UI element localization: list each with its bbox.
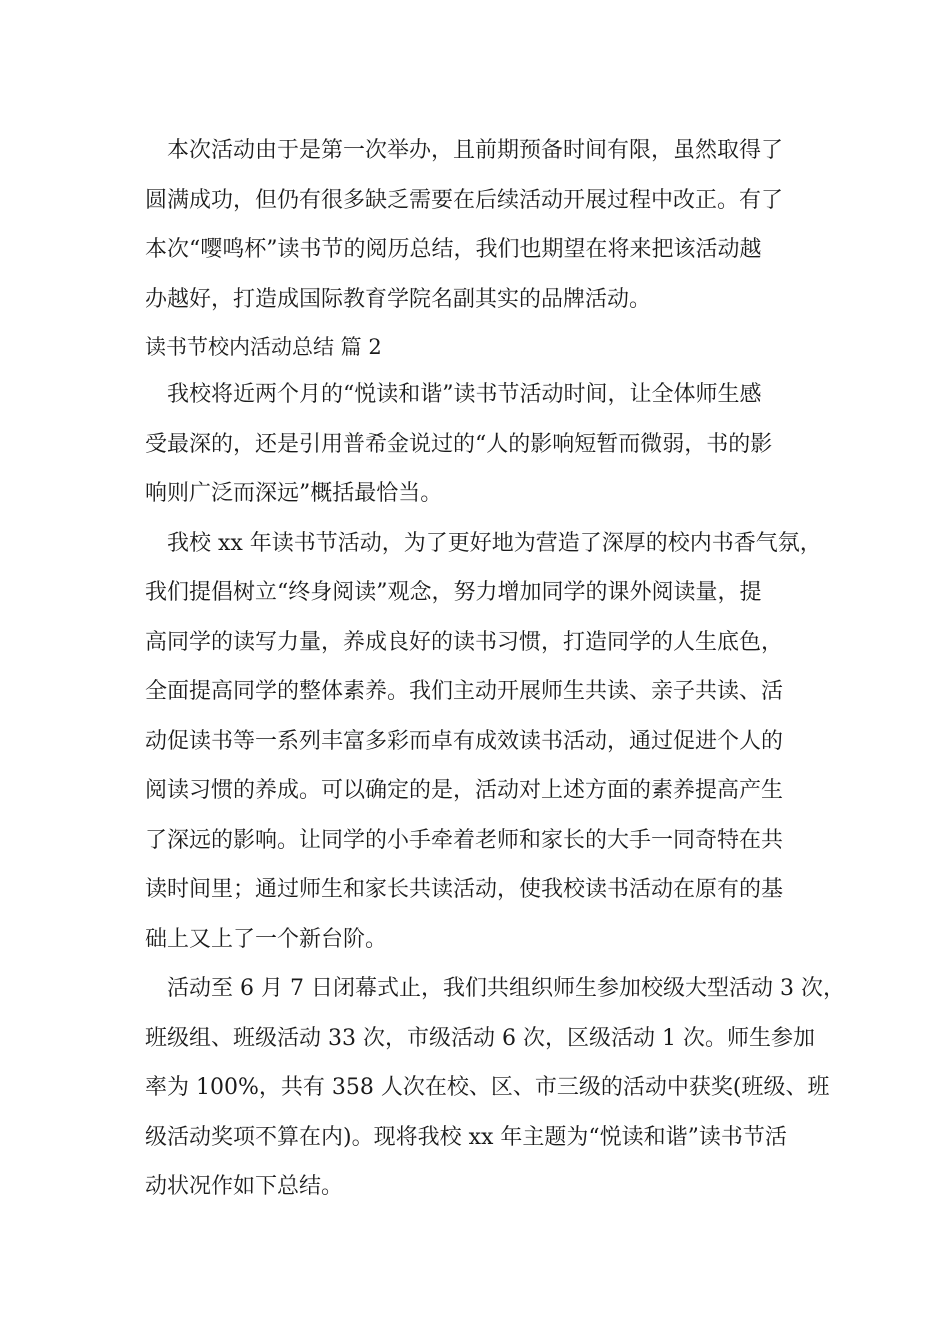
paragraph-2 bbox=[145, 370, 825, 519]
text-line: 本次“嘤鸣杯”读书节的阅历总结，我们也期望在将来把该活动越 bbox=[145, 237, 762, 262]
text-line: 我们提倡树立“终身阅读”观念，努力增加同学的课外阅读量，提 bbox=[145, 580, 762, 605]
document-body bbox=[145, 126, 845, 1212]
text-line: 我校 xx 年读书节活动，为了更好地为营造了深厚的校内书香气氛， bbox=[167, 530, 822, 556]
section-heading: 读书节校内活动总结 篇 2 bbox=[145, 335, 382, 359]
text-line: 了深远的影响。让同学的小手牵着老师和家长的大手一同奇特在共 bbox=[145, 827, 784, 853]
text-line: 全面提高同学的整体素养。我们主动开展师生共读、亲子共读、活 bbox=[145, 679, 784, 704]
text-line: 圆满成功，但仍有很多缺乏需要在后续活动开展过程中改正。有了 bbox=[145, 187, 784, 213]
paragraph-4 bbox=[145, 964, 845, 1212]
paragraph-1 bbox=[145, 126, 825, 324]
text-line: 读时间里；通过师生和家长共读活动，使我校读书活动在原有的基 bbox=[145, 877, 784, 902]
text-line: 受最深的，还是引用普希金说过的“人的影响短暂而微弱，书的影 bbox=[145, 431, 773, 457]
text-line: 活动至 6 月 7 日闭幕式止，我们共组织师生参加校级大型活动 3 次， bbox=[167, 976, 845, 1001]
text-line: 础上又上了一个新台阶。 bbox=[145, 926, 388, 952]
text-line: 阅读习惯的养成。可以确定的是，活动对上述方面的素养提高产生 bbox=[145, 778, 784, 803]
paragraph-3 bbox=[145, 519, 825, 965]
text-line: 办越好，打造成国际教育学院名副其实的品牌活动。 bbox=[145, 286, 652, 312]
text-line: 动状况作如下总结。 bbox=[145, 1174, 344, 1199]
text-line: 响则广泛而深远”概括最恰当。 bbox=[145, 481, 443, 506]
text-line: 班级组、班级活动 33 次，市级活动 6 次，区级活动 1 次。师生参加 bbox=[145, 1025, 815, 1051]
text-line: 级活动奖项不算在内)。现将我校 xx 年主题为“悦读和谐”读书节活 bbox=[145, 1124, 787, 1150]
text-line: 本次活动由于是第一次举办，且前期预备时间有限，虽然取得了 bbox=[167, 138, 784, 163]
text-line: 动促读书等一系列丰富多彩而卓有成效读书活动，通过促进个人的 bbox=[145, 728, 784, 754]
text-line: 率为 100%，共有 358 人次在校、区、市三级的活动中获奖(班级、班 bbox=[145, 1075, 830, 1100]
text-line: 我校将近两个月的“悦读和谐”读书节活动时间，让全体师生感 bbox=[167, 382, 762, 407]
text-line: 高同学的读写力量，养成良好的读书习惯，打造同学的人生底色， bbox=[145, 629, 784, 655]
